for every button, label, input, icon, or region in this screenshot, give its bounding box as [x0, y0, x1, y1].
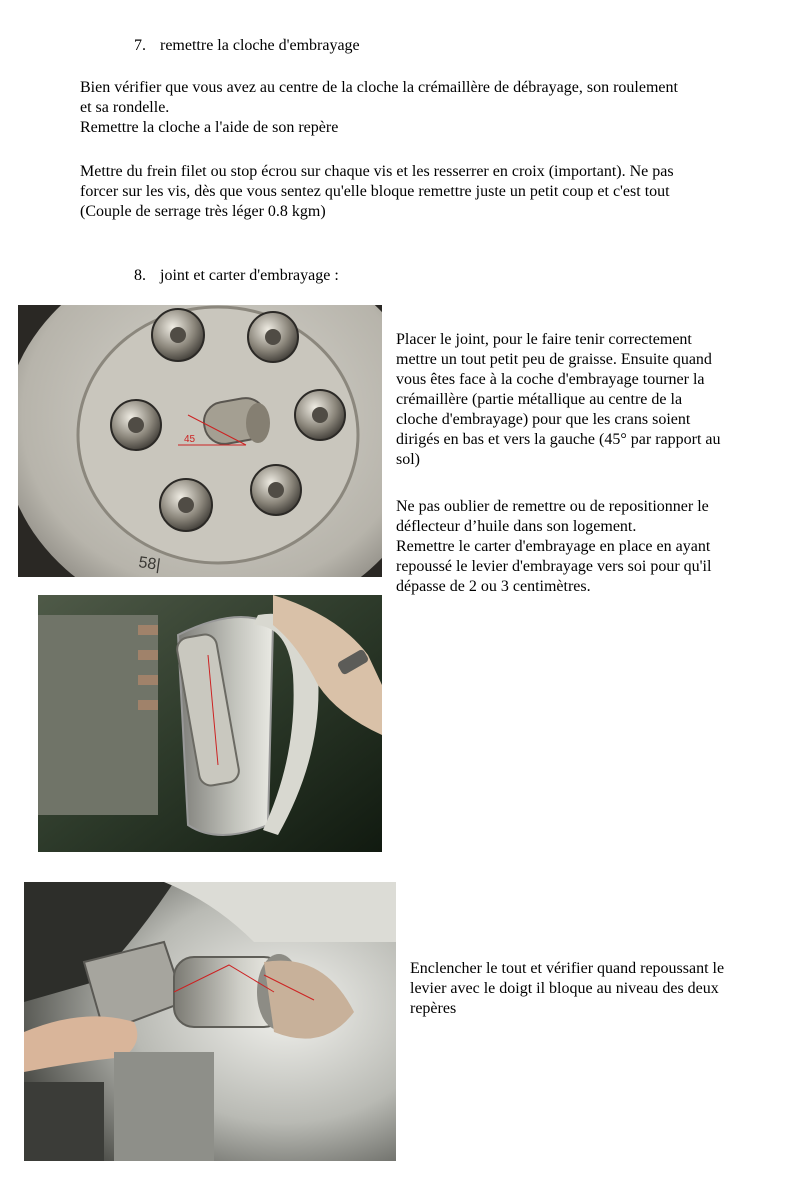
clutch-cover-photo [38, 595, 382, 852]
text-line: vous êtes face à la coche d'embrayage tourner la [396, 371, 705, 388]
section-7-paragraph-2 [80, 162, 770, 222]
text-line: repères [410, 1000, 457, 1017]
section-8-paragraph-3 [410, 959, 790, 1019]
clutch-lever-photo [24, 882, 396, 1161]
text-line: et sa rondelle. [80, 99, 170, 116]
section-8-number: 8. [134, 267, 146, 284]
casting-stamp: 58| [137, 554, 162, 575]
text-line: Remettre le carter d'embrayage en place en ayant [396, 538, 711, 555]
text-line: forcer sur les vis, dès que vous sentez qu'elle bloque remettre juste un petit coup et c'est tout [80, 183, 670, 200]
text-line: cloche d'embrayage) pour que les crans soient [396, 411, 691, 428]
section-7-paragraph-1 [80, 78, 770, 138]
text-line: sol) [396, 451, 420, 468]
text-line: dirigés en bas et vers la gauche (45° par rapport au [396, 431, 721, 448]
text-line: Bien vérifier que vous avez au centre de la cloche la crémaillère de débrayage, son roulement [80, 79, 678, 96]
text-line: Ne pas oublier de remettre ou de repositionner le [396, 498, 709, 515]
section-7-title: remettre la cloche d'embrayage [160, 37, 360, 54]
text-line: mettre un tout petit peu de graisse. Ensuite quand [396, 351, 712, 368]
section-8-heading [134, 266, 339, 286]
text-line: (Couple de serrage très léger 0.8 kgm) [80, 203, 326, 220]
text-line: Remettre la cloche a l'aide de son repère [80, 119, 339, 136]
angle-annotation: 45 [184, 434, 196, 445]
text-line: Enclencher le tout et vérifier quand repoussant le [410, 960, 725, 977]
section-8-paragraph-2 [396, 497, 786, 597]
text-line: repoussé le levier d'embrayage vers soi pour qu'il [396, 558, 712, 575]
section-7-heading [134, 36, 360, 56]
text-line: déflecteur d’huile dans son logement. [396, 518, 637, 535]
clutch-bolts-photo [18, 305, 382, 577]
text-line: Placer le joint, pour le faire tenir correctement [396, 331, 692, 348]
text-line: crémaillère (partie métallique au centre de la [396, 391, 683, 408]
text-line: dépasse de 2 ou 3 centimètres. [396, 578, 591, 595]
section-7-number: 7. [134, 37, 146, 54]
section-8-paragraph-1 [396, 330, 786, 470]
section-8-title: joint et carter d'embrayage : [160, 267, 339, 284]
text-line: levier avec le doigt il bloque au niveau des deux [410, 980, 719, 997]
text-line: Mettre du frein filet ou stop écrou sur chaque vis et les resserrer en croix (important). Ne pas [80, 163, 674, 180]
